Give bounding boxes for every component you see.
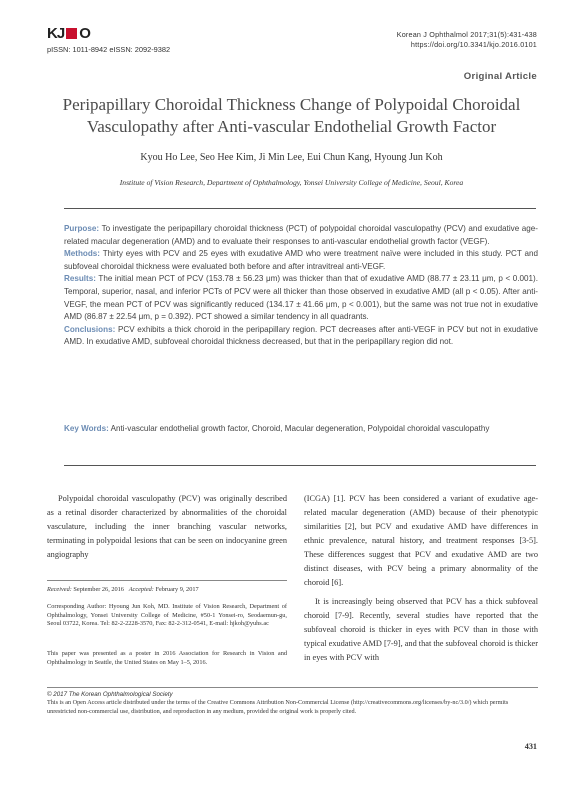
abstract-conclusions	[64, 324, 538, 349]
presentation-note: This paper was presented as a poster in 2016 Association for Research in Vision and Ophthalmology in Seattle, the United States on May 1–5, 2016.	[47, 650, 287, 666]
page-number: 431	[524, 742, 537, 751]
logo-text-left: KJ	[47, 24, 65, 42]
received-label: Received:	[47, 586, 72, 593]
footnote-rule	[47, 580, 287, 581]
purpose-label: Purpose:	[64, 224, 100, 233]
keywords-text: Anti-vascular endothelial growth factor, Choroid, Macular degeneration, Polypoidal choroidal vasculopathy	[110, 424, 490, 433]
journal-logo	[47, 26, 90, 40]
copyright: © 2017 The Korean Ophthalmological Society	[47, 691, 173, 698]
abstract-results	[64, 273, 538, 323]
logo-square-icon	[66, 28, 77, 39]
license-block	[47, 691, 538, 716]
methods-label: Methods:	[64, 249, 100, 259]
abstract-bottom-rule	[64, 465, 536, 466]
abstract	[64, 223, 538, 349]
article-title	[40, 94, 543, 138]
affiliation: Institute of Vision Research, Department of Ophthalmology, Yonsei University College of Medicine, Seoul, Korea	[119, 178, 464, 187]
accepted-date: February 9, 2017	[155, 586, 199, 593]
title-line-2: Vasculopathy after Anti-vascular Endothelial Growth Factor	[86, 117, 497, 136]
license-rule	[47, 687, 538, 688]
conclusions-text: PCV exhibits a thick choroid in the peripapillary region. PCT decreases after anti-VEGF in PCV but not in exudative AMD. In exudative AMD, subfoveal choroidal thickness decreased, but that in the peripapillary region did not.	[64, 324, 538, 347]
title-line-1: Peripapillary Choroidal Thickness Change of Polypoidal Choroidal	[62, 95, 521, 114]
issn: pISSN: 1011-8942 eISSN: 2092-9382	[47, 45, 171, 54]
intro-paragraph-1-continued: (ICGA) [1]. PCV has been considered a variant of exudative age-related macular degeneration (AMD) because of their phenotypic similarities [2], but PCV and exudative AMD have differences in ethnic prevalence, natural history, and treatment responses [3-5]. These differences suggest that PCV and exudative AMD are two distinct diseases, with PCV being a primary abnormality of the choroid [6].	[304, 494, 538, 587]
doi-link[interactable]: https://doi.org/10.3341/kjo.2016.0101	[410, 40, 537, 49]
accepted-label: Accepted:	[128, 586, 154, 593]
purpose-text: To investigate the peripapillary choroidal thickness (PCT) of polypoidal choroidal vasculopathy (PCV) and exudative age-related macular degeneration (AMD) and to evaluate their responses to anti-vascular endothelial growth factor (VEGF).	[64, 224, 538, 246]
keywords-label: Key Words:	[64, 424, 109, 433]
journal-citation: Korean J Ophthalmol 2017;31(5):431-438	[396, 30, 537, 39]
keywords	[64, 423, 538, 436]
license-text: This is an Open Access article distributed under the terms of the Creative Commons Attribution Non-Commercial License (http://creativecommons.org/licenses/by-nc/3.0/) which permits unrestricted non-commercial use, distribution, and reproduction in any medium, provided the original work is properly cited.	[47, 699, 509, 715]
journal-reference	[397, 30, 537, 50]
intro-paragraph-1: Polypoidal choroidal vasculopathy (PCV) was originally described as a retinal disorder characterized by abnormalities of the choroidal vasculature, including the inner branching vascular networks, terminating in polypoidal lesions that can be seen on indocyanine green angiography	[47, 494, 287, 559]
abstract-top-rule	[64, 208, 536, 209]
abstract-purpose	[64, 223, 538, 248]
body-column-right	[304, 492, 538, 665]
conclusions-label: Conclusions:	[64, 324, 116, 334]
results-text: The initial mean PCT of PCV (153.78 ± 56.23 μm) was thicker than that of exudative AMD (88.77 ± 23.11 μm, p < 0.001). Temporal, superior, nasal, and inferior PCTs of PCV were all thicker than those observed in exudative AMD (all p < 0.05). After anti-VEGF, the mean PCT of PCV was significantly reduced (134.17 ± 41.66 μm, p < 0.001), but the same was not true not in exudative AMD (86.87 ± 22.54 μm, p = 0.392). PCT showed a similar tendency in all quadrants.	[64, 274, 538, 322]
corresponding-author: Corresponding Author: Hyoung Jun Koh, MD. Institute of Vision Research, Department of Ophthalmology, Yonsei University College of Medicine, #50-1 Yonsei-ro, Seodaemun-gu, Seoul 03722, Korea. Tel: 82-2-2228-3570, Fax: 82-2-312-0541, E-mail: hjkoh@yuhs.ac	[47, 603, 287, 628]
methods-text: Thirty eyes with PCV and 25 eyes with exudative AMD who were treatment naïve were included in this study. PCT and subfoveal choroidal thickness were evaluated both before and after intravitreal anti-VEGF.	[64, 249, 538, 271]
logo-text-right: O	[79, 24, 90, 42]
intro-paragraph-2: It is increasingly being observed that PCV has a thick subfoveal choroid [7-9]. Recently, several studies have reported that the subfoveal choroid is thicker in eyes with PCV than in those with typical exudative AMD [7-9], and that the subfoveal choroid is thicker in eyes with PCV with	[304, 597, 538, 662]
abstract-methods	[64, 248, 538, 273]
results-label: Results:	[64, 274, 96, 284]
received-date: September 26, 2016	[73, 586, 124, 593]
received-accepted	[47, 586, 287, 595]
article-type: Original Article	[463, 71, 537, 82]
author-list: Kyou Ho Lee, Seo Hee Kim, Ji Min Lee, Eui Chun Kang, Hyoung Jun Koh	[140, 152, 443, 163]
body-column-left	[47, 492, 287, 562]
